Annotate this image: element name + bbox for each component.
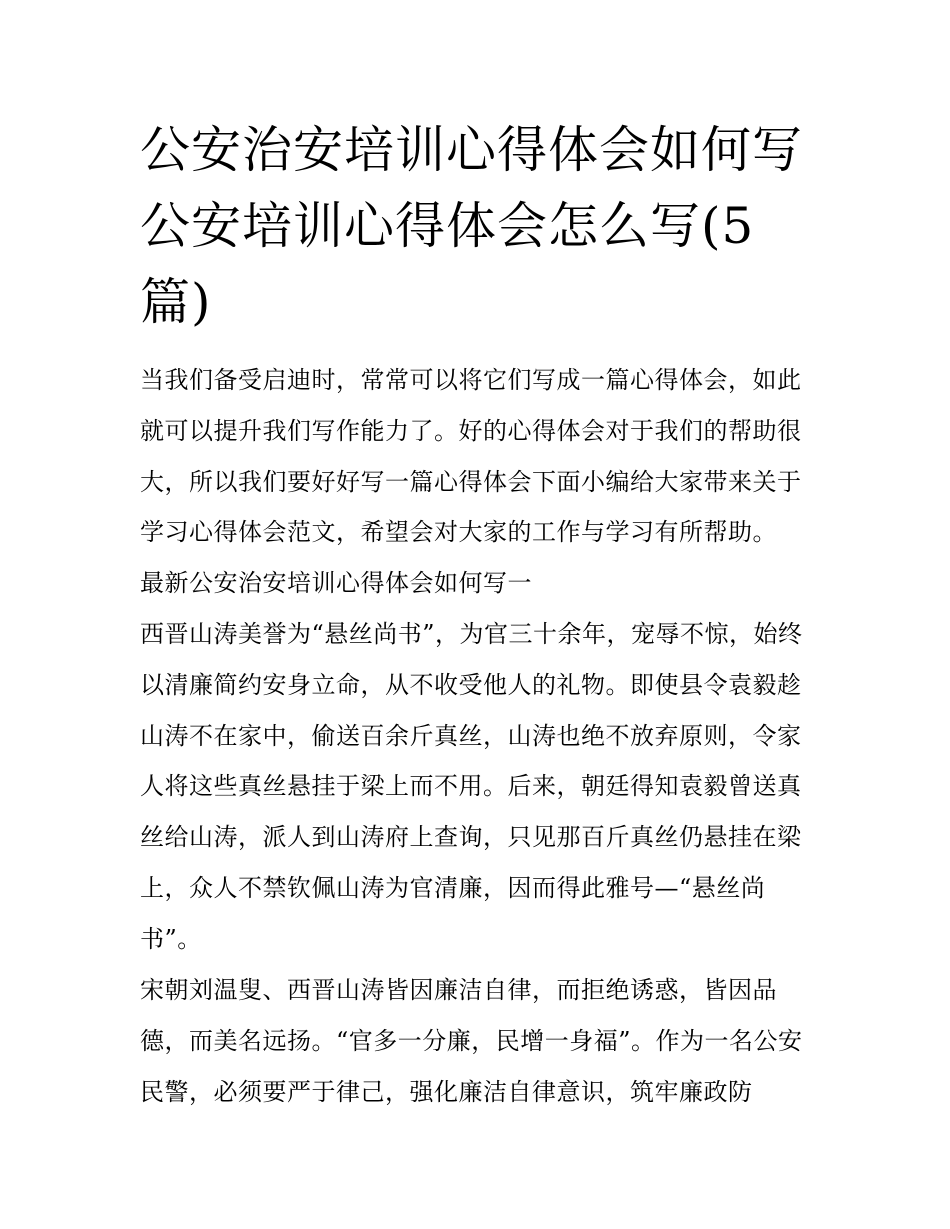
title-line: 篇) <box>140 273 212 331</box>
intro-paragraph <box>140 355 820 558</box>
text-line: 上，众人不禁钦佩山涛为官清廉，因而得此雅号—“悬丝尚 <box>140 873 766 902</box>
text-line: 书”。 <box>140 924 202 953</box>
text-line: 宋朝刘温叟、西晋山涛皆因廉洁自律，而拒绝诱惑，皆因品 <box>140 976 777 1004</box>
text-line: 学习心得体会范文，希望会对大家的工作与学习有所帮助。 <box>140 518 777 547</box>
text-line: 大，所以我们要好好写一篇心得体会下面小编给大家带来关于 <box>140 467 802 496</box>
title-line: 公安培训心得体会怎么写(5 <box>140 197 755 255</box>
text-line: 民警，必须要严于律己，强化廉洁自律意识，筑牢廉政防 <box>140 1077 753 1106</box>
text-line: 当我们备受启迪时，常常可以将它们写成一篇心得体会，如此 <box>140 366 802 394</box>
text-line: 人将这些真丝悬挂于梁上而不用。后来，朝廷得知袁毅曾送真 <box>140 772 802 801</box>
section-heading <box>140 558 820 609</box>
text-line: 西晋山涛美誉为“悬丝尚书”，为官三十余年，宠辱不惊，始终 <box>140 620 803 648</box>
text-line: 德，而美名远扬。“官多一分廉，民增一身福”。作为一名公安 <box>140 1026 803 1055</box>
section-heading-text: 最新公安治安培训心得体会如何写一 <box>140 569 532 597</box>
body-paragraph <box>140 965 820 1117</box>
text-line: 丝给山涛，派人到山涛府上查询，只见那百斤真丝仍悬挂在梁 <box>140 823 802 852</box>
body-paragraph <box>140 609 820 965</box>
text-line: 就可以提升我们写作能力了。好的心得体会对于我们的帮助很 <box>140 416 802 445</box>
text-line: 山涛不在家中，偷送百余斤真丝，山涛也绝不放弃原则，令家 <box>140 721 802 750</box>
text-line: 以清廉简约安身立命，从不收受他人的礼物。即使县令袁毅趁 <box>140 670 802 699</box>
document-title <box>140 112 820 340</box>
title-line: 公安治安培训心得体会如何写 <box>140 121 803 179</box>
